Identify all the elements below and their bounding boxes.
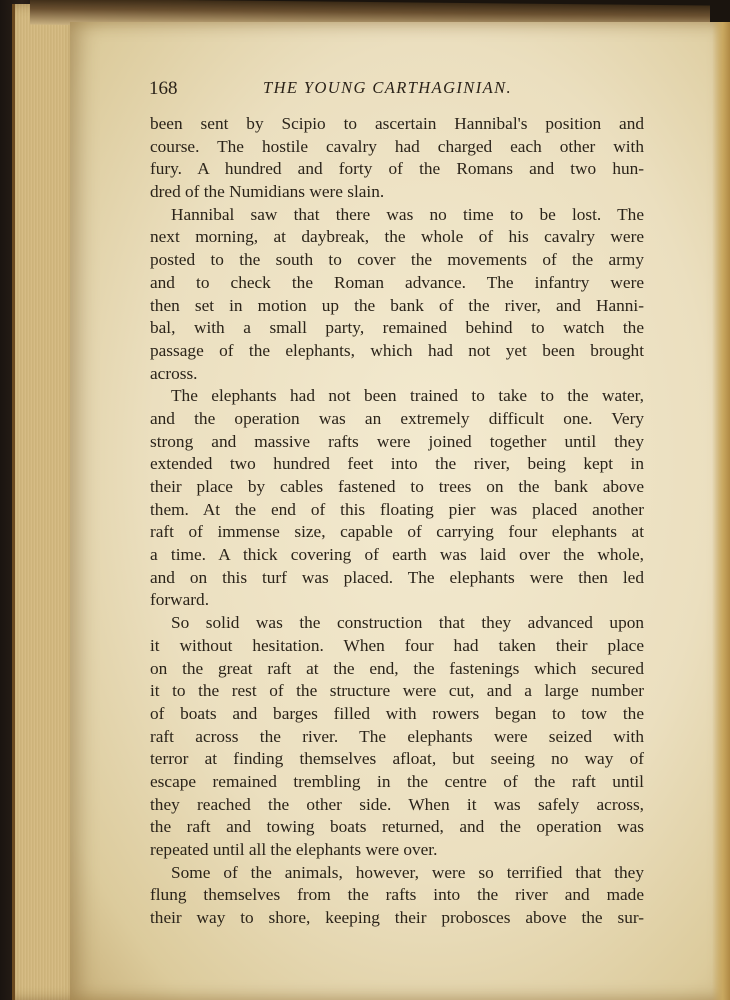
text-line: flung themselves from the rafts into the river and made xyxy=(150,885,644,905)
text-line: next morning, at daybreak, the whole of his cavalry were xyxy=(150,227,644,247)
page-header xyxy=(149,78,649,104)
text-line: raft across the river. The elephants were seized with xyxy=(150,726,644,746)
text-line: escape remained trembling in the centre of the raft until xyxy=(150,771,644,791)
text-line: course. The hostile cavalry had charged each other with xyxy=(150,136,644,156)
text-line: and on this turf was placed. The elephants were then led xyxy=(150,567,644,587)
page-right-edge xyxy=(712,22,730,1000)
text-line: and the operation was an extremely difficult one. Very xyxy=(150,408,644,428)
text-line: been sent by Scipio to ascertain Hannibal's position and xyxy=(150,114,644,133)
text-line: dred of the Numidians were slain. xyxy=(150,182,385,202)
text-line: repeated until all the elephants were over. xyxy=(150,840,438,859)
text-line: The elephants had not been trained to take to the water, xyxy=(171,386,644,406)
text-line: Some of the animals, however, were so terrified that they xyxy=(171,862,644,882)
paragraph xyxy=(150,385,644,612)
text-line: on the great raft at the end, the fastenings which secured xyxy=(150,658,644,678)
text-line: a time. A thick covering of earth was laid over the whole, xyxy=(150,545,644,565)
text-line: it without hesitation. When four had taken their place xyxy=(150,635,644,655)
text-line: So solid was the construction that they advanced upon xyxy=(171,613,644,633)
paragraph xyxy=(150,862,644,930)
text-line: passage of the elephants, which had not yet been brought xyxy=(150,340,644,360)
text-line: the raft and towing boats returned, and the operation was xyxy=(150,817,644,837)
page-number: 168 xyxy=(149,78,178,99)
text-line: and to check the Roman advance. The infantry were xyxy=(150,272,644,292)
text-line: strong and massive rafts were joined together until they xyxy=(150,431,644,451)
text-line: Hannibal saw that there was no time to be lost. The xyxy=(171,204,644,224)
text-line: their place by cables fastened to trees on the bank above xyxy=(150,477,644,496)
running-head: THE YOUNG CARTHAGINIAN. xyxy=(263,78,513,97)
text-line: they reached the other side. When it was safely across, xyxy=(150,794,644,814)
text-line: bal, with a small party, remained behind to watch the xyxy=(150,318,644,338)
paragraph xyxy=(150,204,644,386)
body-text xyxy=(150,113,644,930)
text-line: them. At the end of this floating pier was placed another xyxy=(150,499,644,519)
text-line: their way to shore, keeping their probosces above the sur- xyxy=(150,908,644,928)
text-line: of boats and barges filled with rowers began to tow the xyxy=(150,703,644,723)
text-line: across. xyxy=(150,363,198,383)
paragraph xyxy=(150,113,644,204)
text-line: forward. xyxy=(150,590,210,610)
text-line: posted to the south to cover the movements of the army xyxy=(150,250,644,270)
text-line: fury. A hundred and forty of the Romans and two hun- xyxy=(150,159,644,179)
text-line: terror at finding themselves afloat, but seeing no way of xyxy=(150,749,644,769)
text-line: it to the rest of the structure were cut, and a large number xyxy=(150,681,644,701)
text-line: extended two hundred feet into the river, being kept in xyxy=(150,454,644,474)
text-line: then set in motion up the bank of the river, and Hanni- xyxy=(150,295,644,315)
paragraph xyxy=(150,612,644,862)
text-line: raft of immense size, capable of carrying four elephants at xyxy=(150,522,644,542)
